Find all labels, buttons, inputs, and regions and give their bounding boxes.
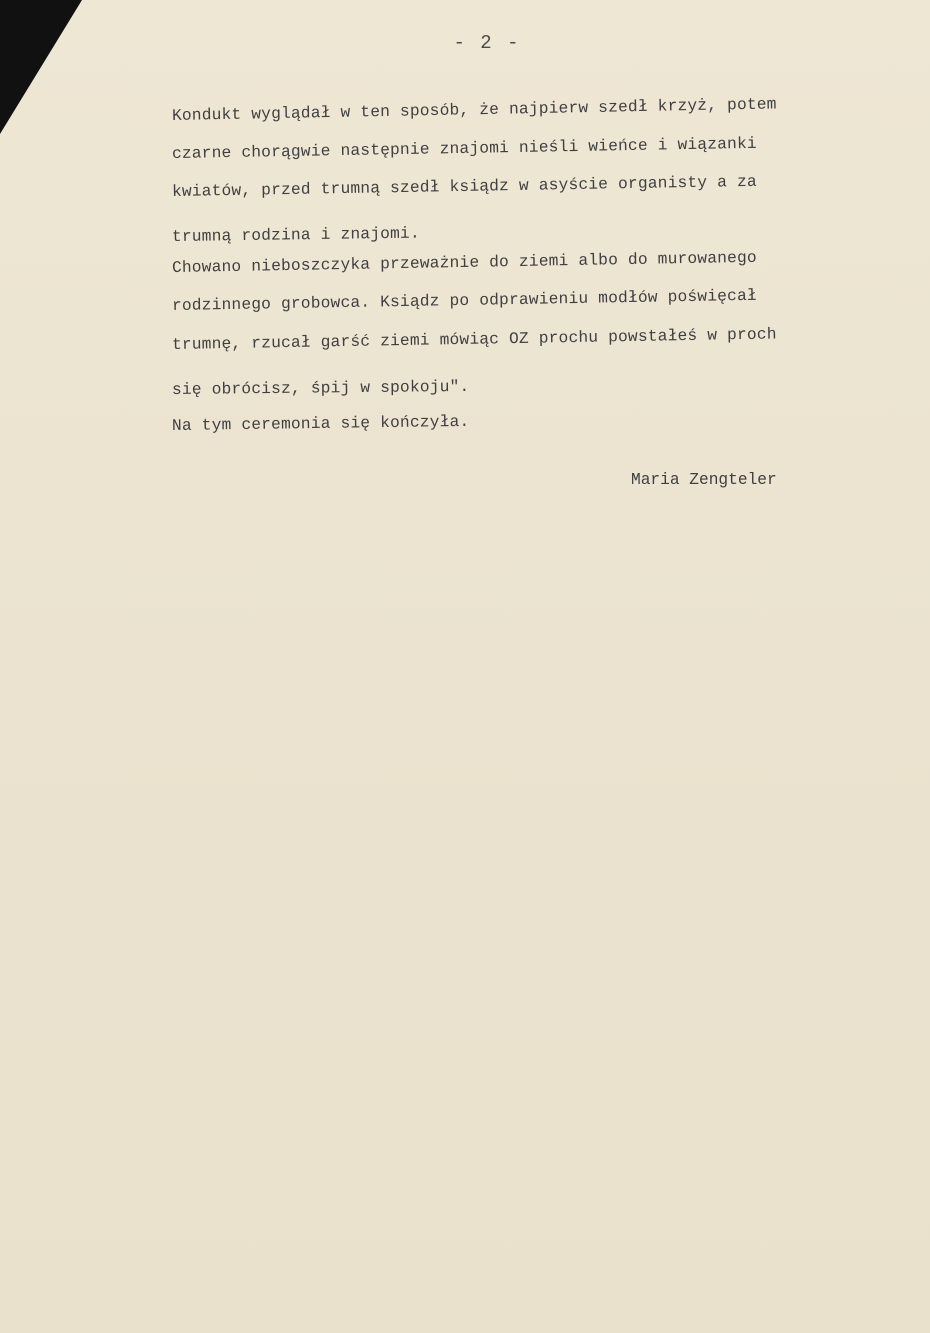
- signature: Maria Zengteler: [631, 471, 777, 489]
- text-line-6: rodzinnego grobowca. Ksiądz po odprawieniu modłów poświęcał: [171, 286, 758, 315]
- text-line-1: Kondukt wyglądał w ten sposób, że najpierw szedł krzyż, potem: [171, 95, 777, 125]
- text-line-2: czarne chorągwie następnie znajomi nieśli wieńce i wiązanki: [171, 134, 758, 163]
- text-line-4: trumną rodzina i znajomi.: [171, 224, 420, 246]
- text-line-5: Chowano nieboszczyka przeważnie do ziemi albo do murowanego: [171, 248, 758, 277]
- text-line-9: Na tym ceremonia się kończyła.: [171, 412, 470, 435]
- text-line-8: się obrócisz, śpij w spokoju".: [171, 377, 470, 399]
- page-number: - 2 -: [453, 32, 521, 54]
- text-line-3: kwiatów, przed trumną szedł ksiądz w asyście organisty a za: [171, 172, 758, 201]
- text-line-7: trumnę, rzucał garść ziemi mówiąc OZ prochu powstałeś w proch: [171, 325, 777, 354]
- black-corner-mark: [0, 0, 82, 134]
